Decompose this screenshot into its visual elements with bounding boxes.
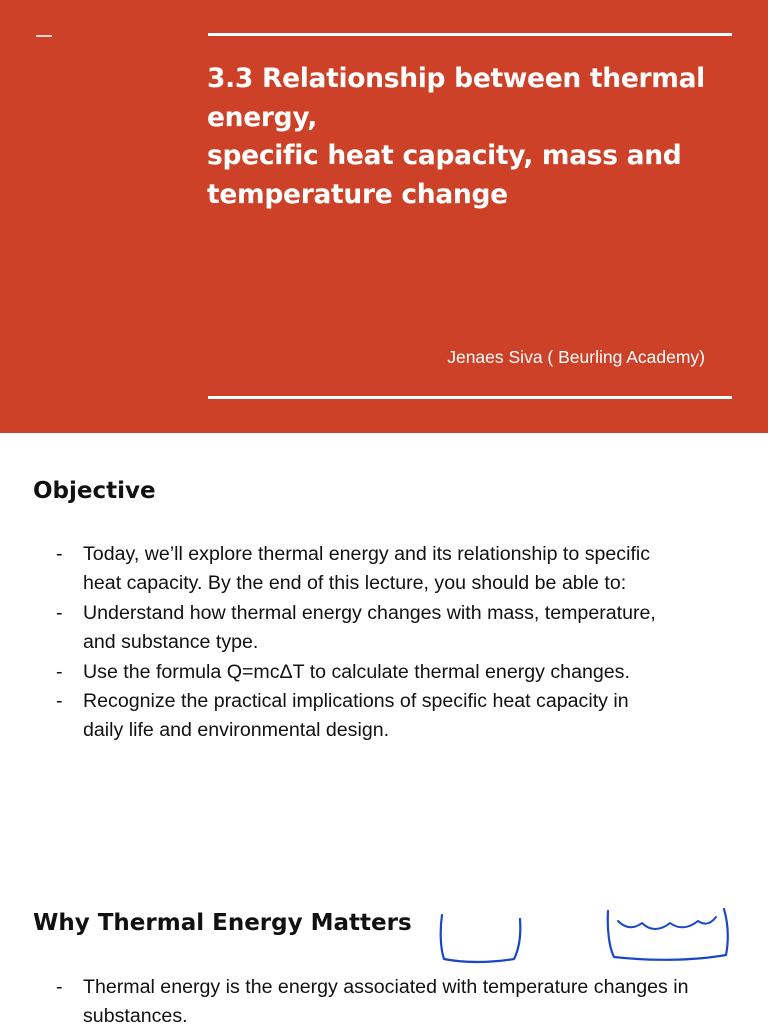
why-heading: Why Thermal Energy Matters bbox=[33, 910, 412, 936]
slide-title-line: energy, bbox=[207, 101, 318, 133]
bullet-item bbox=[56, 599, 746, 658]
handwritten-container-sketch bbox=[430, 903, 740, 973]
bullet-line: Understand how thermal energy changes with mass, temperature, bbox=[83, 601, 656, 624]
bullet-dash: - bbox=[56, 543, 63, 565]
title-rule-top bbox=[208, 33, 732, 36]
bullet-line: Recognize the practical implications of specific heat capacity in bbox=[83, 690, 629, 713]
ink-stroke-left-container bbox=[441, 915, 521, 962]
bullet-line: daily life and environmental design. bbox=[83, 719, 390, 742]
title-slide bbox=[0, 0, 768, 433]
bullet-dash: - bbox=[56, 690, 63, 713]
bullet-line: and substance type. bbox=[83, 631, 259, 654]
bullet-line: Today, we’ll explore thermal energy and its relationship to specific bbox=[83, 543, 651, 565]
bullet-line: Use the formula Q=mcΔT to calculate thermal energy changes. bbox=[83, 660, 630, 683]
bullet-item bbox=[56, 973, 746, 1024]
slide-title-line: specific heat capacity, mass and bbox=[207, 140, 682, 171]
bullet-item bbox=[56, 540, 746, 599]
why-thermal-energy-slide bbox=[0, 863, 768, 1024]
slide-title-line: temperature change bbox=[207, 178, 508, 210]
bullet-dash: - bbox=[56, 601, 63, 624]
why-bullet-list bbox=[56, 973, 746, 1024]
bullet-line: Thermal energy is the energy associated with temperature changes in bbox=[83, 976, 689, 998]
bullet-item bbox=[56, 658, 746, 687]
title-rule-bottom bbox=[208, 396, 732, 399]
bullet-item bbox=[56, 687, 746, 746]
slide-title-line: 3.3 Relationship between thermal bbox=[207, 63, 705, 94]
bullet-dash: - bbox=[56, 976, 63, 998]
slide-title bbox=[207, 60, 737, 214]
bullet-line: heat capacity. By the end of this lecture, you should be able to: bbox=[83, 572, 627, 595]
ink-stroke-liquid-wave bbox=[618, 917, 716, 929]
objective-slide bbox=[0, 433, 768, 863]
bullet-line: substances. bbox=[83, 1005, 188, 1024]
objective-bullet-list bbox=[56, 540, 746, 746]
bullet-dash: - bbox=[56, 660, 63, 683]
objective-heading: Objective bbox=[33, 478, 156, 504]
corner-dash bbox=[36, 35, 52, 37]
ink-stroke-right-container bbox=[608, 909, 728, 960]
author-credit: Jenaes Siva ( Beurling Academy) bbox=[447, 347, 705, 367]
